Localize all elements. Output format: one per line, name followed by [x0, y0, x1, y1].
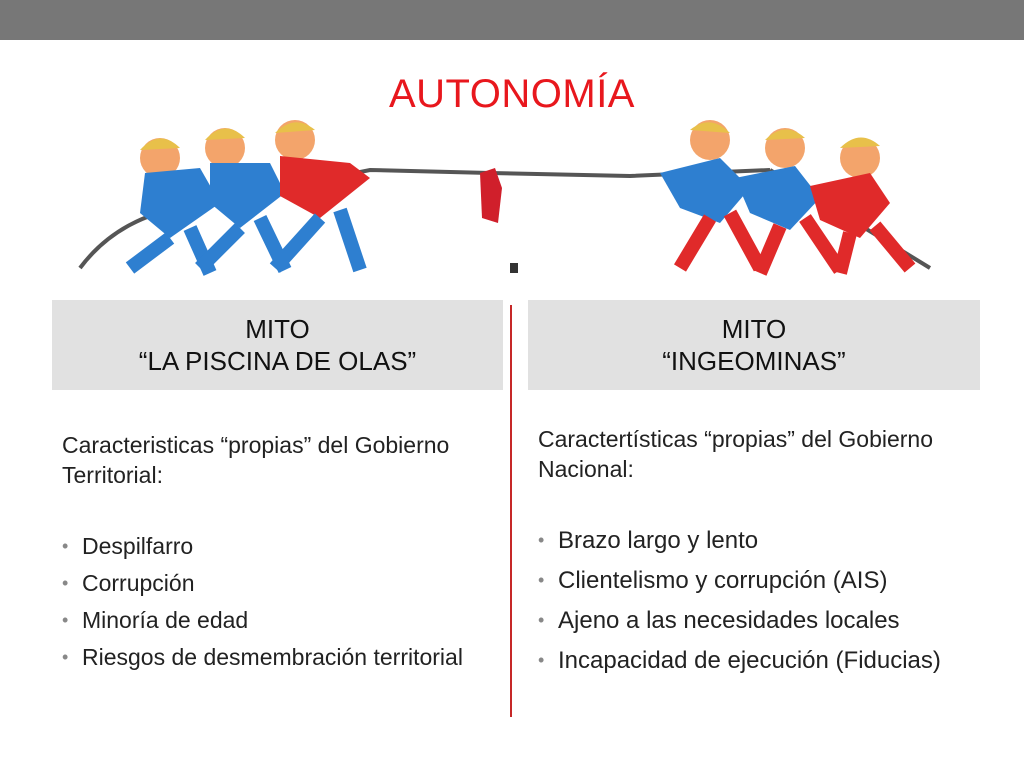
- left-header-line1: MITO: [245, 314, 310, 344]
- bullet-icon: •: [538, 610, 545, 630]
- bullet-icon: •: [538, 530, 545, 550]
- bullet-icon: •: [62, 573, 69, 593]
- list-item: • Corrupción: [62, 570, 195, 596]
- right-team-figures: [660, 120, 910, 273]
- right-list: [538, 526, 978, 675]
- center-divider: [510, 305, 512, 717]
- right-intro: Caractertísticas “propias” del Gobierno Nacional:: [538, 426, 933, 482]
- list-item: • Riesgos de desmembración territorial: [62, 644, 463, 670]
- bullet-icon: •: [538, 650, 545, 670]
- right-header-line1: MITO: [721, 314, 787, 344]
- bullet-icon: •: [538, 570, 545, 590]
- top-bar: [0, 0, 1024, 40]
- left-header-line2: “LA PISCINA DE OLAS”: [138, 346, 417, 376]
- left-list: [62, 532, 502, 672]
- slide-title: AUTONOMÍA: [388, 72, 635, 116]
- bullet-icon: •: [62, 647, 69, 667]
- left-team-figures: [130, 120, 370, 273]
- left-header-box: [52, 300, 503, 390]
- left-intro: Caracteristicas “propias” del Gobierno Territorial:: [62, 432, 450, 488]
- right-header-box: [528, 300, 980, 390]
- right-column: [538, 424, 978, 686]
- tug-of-war-illustration: [70, 118, 950, 290]
- right-header-line2: “INGEOMINAS”: [662, 346, 846, 376]
- list-item: • Incapacidad de ejecución (Fiducias): [538, 647, 941, 674]
- list-item: • Clientelismo y corrupción (AIS): [538, 567, 888, 594]
- bullet-icon: •: [62, 536, 69, 556]
- bullet-icon: •: [62, 610, 69, 630]
- list-item: • Ajeno a las necesidades locales: [538, 607, 900, 634]
- left-column: [62, 430, 502, 680]
- list-item: • Minoría de edad: [62, 607, 249, 633]
- list-item: • Brazo largo y lento: [538, 527, 759, 554]
- list-item: • Despilfarro: [62, 533, 194, 559]
